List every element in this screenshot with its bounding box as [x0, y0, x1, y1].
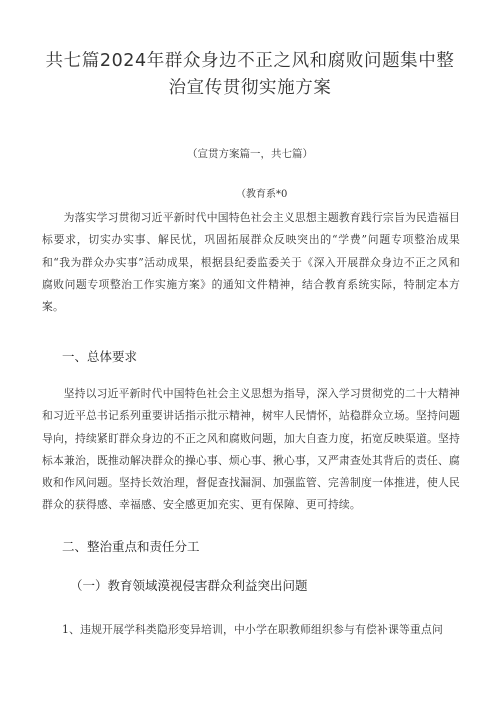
item-1-text: 1、违规开展学科类隐形变异培训，中小学在职教师组织参与有偿补课等重点问	[62, 623, 443, 636]
document-subtitle: （宣贯方案篇一，共七篇）	[187, 148, 313, 160]
intro-paragraph: 为落实学习贯彻习近平新时代中国特色社会主义思想主题教育践行宗旨为民造福目标要求，切实办实事、解民忧，巩固拓展群众反映突出的“学费”问题专项整治成果和“我为群众办实事”活动成果，根据县纪委监委关于《深入开展群众身边不正之风和腐败问题专项整治工作实施方案》的通知文件精神，结合教育系统实际，特制定本方案。	[42, 211, 460, 314]
title-line-2: 治宣传贯彻实施方案	[168, 78, 332, 98]
department-note: （教育系*0	[236, 189, 288, 200]
section-1-heading: 一、总体要求	[62, 349, 138, 364]
section-2-heading: 二、整治重点和责任分工	[62, 539, 200, 554]
document-title	[30, 48, 470, 102]
subsection-1-heading: （一）教育领域漠视侵害群众利益突出问题	[70, 578, 308, 593]
section-1-body: 坚持以习近平新时代中国特色社会主义思想为指导，深入学习贯彻党的二十大精神和习近平总书记系列重要讲话指示批示精神，树牢人民情怀，站稳群众立场。坚持问题导向，持续紧盯群众身边的不正之风和腐败问题，加大自查力度，拓宽反映渠道。坚持标本兼治，既推动解决群众的操心事、烦心事、揪心事，又严肃查处其背后的责任、腐败和作风问题。坚持长效治理，督促查找漏洞、加强监管、完善制度一体推进，使人民群众的获得感、幸福感、安全感更加充实、更有保障、更可持续。	[42, 387, 460, 512]
title-line-1: 共七篇2024年群众身边不正之风和腐败问题集中整	[45, 51, 455, 71]
